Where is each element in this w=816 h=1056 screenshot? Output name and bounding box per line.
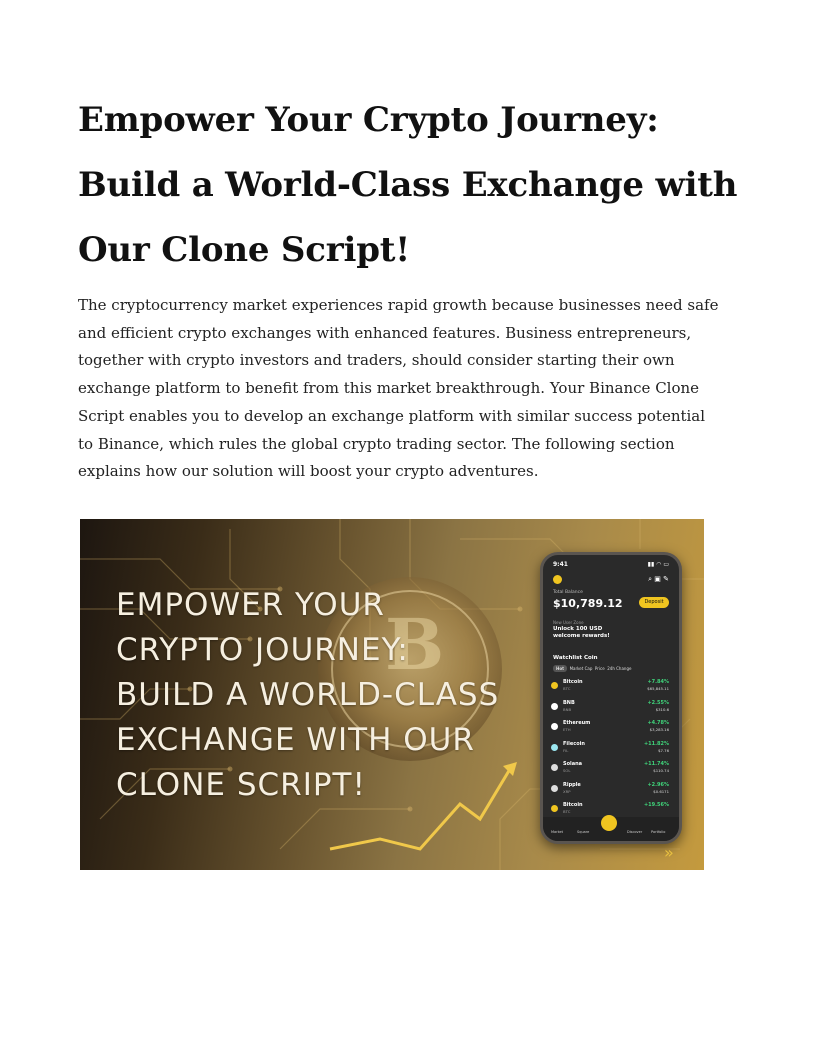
coin-change: +11.82%: [643, 740, 669, 747]
coin-icon: [551, 723, 558, 730]
coin-row: [551, 740, 671, 761]
coin-name: BNB: [563, 699, 575, 706]
coin-icon: [551, 764, 558, 771]
svg-text:B: B: [385, 603, 445, 686]
coin-price: $310.6: [655, 706, 669, 712]
coin-price: $0.6171: [653, 788, 669, 794]
coin-symbol: FIL: [563, 747, 569, 753]
coin-row: [551, 781, 671, 802]
subtab: Market Cap: [569, 666, 593, 671]
nav-market: Market: [551, 830, 564, 834]
banner-headline-line: EMPOWER YOUR: [116, 587, 385, 623]
phone-subtabs: [553, 666, 631, 671]
phone-time: 9:41: [553, 561, 568, 568]
subtab: 24h Change: [607, 666, 632, 671]
coin-icon: [551, 805, 558, 812]
coin-change: +7.84%: [647, 679, 669, 685]
promo-small: New User Zone: [553, 620, 584, 625]
coin-name: Ethereum: [563, 720, 591, 726]
banner-headline-line: EXCHANGE WITH OUR: [116, 722, 475, 758]
coin-icon: [551, 785, 558, 792]
balance-label: Total Balance: [553, 590, 583, 595]
promo-text: Unlock 100 USD welcome rewards!: [553, 626, 610, 639]
coin-name: Solana: [563, 761, 583, 767]
coin-list: [551, 678, 671, 822]
nav-portfolio: Portfolio: [651, 830, 666, 834]
coin-change: +19.56%: [643, 802, 669, 808]
search-scan-icon: ⌕ ▣ ✎: [648, 575, 669, 583]
banner-headline-line: BUILD A WORLD-CLASS: [116, 677, 500, 713]
coin-symbol: BTC: [563, 686, 571, 691]
coin-name: Bitcoin: [563, 802, 583, 808]
chevron-right-icon: »: [664, 843, 674, 862]
coin-symbol: XRP: [563, 788, 571, 794]
coin-change: +11.74%: [643, 761, 669, 767]
promo-banner: [553, 619, 625, 640]
banner-headline-line: CRYPTO JOURNEY:: [116, 632, 409, 668]
coin-symbol: ETH: [563, 727, 571, 732]
coin-icon: [551, 744, 558, 751]
coin-symbol: BTC: [563, 809, 571, 814]
phone-mockup: [540, 552, 682, 844]
coin-price: $65,845.11: [647, 686, 669, 691]
phone-tabs: Watchlist Coin: [553, 655, 598, 661]
coin-name: Filecoin: [563, 740, 585, 747]
nav-square: Square: [577, 830, 590, 834]
balance-value: $10,789.12: [553, 597, 623, 610]
coin-row: [551, 719, 671, 740]
coin-change: +2.96%: [647, 781, 669, 788]
banner-headline-line: CLONE SCRIPT!: [116, 767, 366, 803]
coin-name: Bitcoin: [563, 679, 583, 685]
coin-row: [551, 760, 671, 781]
subtab: Price: [594, 666, 605, 671]
coin-price: $110.74: [653, 768, 669, 773]
coin-icon: [551, 703, 558, 710]
hero-banner-image: [80, 519, 704, 870]
subtab: Hot: [553, 665, 567, 672]
coin-price: $3,283.16: [649, 727, 669, 732]
coin-price: $7.76: [658, 747, 669, 753]
article-title: Empower Your Crypto Journey: Build a World-Class Exchange with Our Clone Script!: [78, 100, 738, 270]
coin-icon: [551, 682, 558, 689]
signal-wifi-battery-icon: ▮▮ ◠ ▭: [647, 561, 669, 568]
trade-center-icon: [601, 815, 617, 831]
coin-symbol: SOL: [563, 768, 571, 773]
exchange-logo-icon: [553, 575, 562, 584]
coin-row: [551, 678, 671, 699]
coin-change: +2.55%: [647, 699, 669, 706]
coin-row: [551, 699, 671, 720]
coin-change: +4.78%: [647, 720, 669, 726]
coin-symbol: BNB: [563, 706, 572, 712]
phone-bottom-nav: [543, 817, 679, 841]
deposit-button: Deposit: [639, 597, 669, 608]
article-intro: The cryptocurrency market experiences rapid growth because businesses need safe and efficient crypto exchanges with enhanced features. Business entrepreneurs, together with crypto investors and traders, should consider starting their own exchange platform to benefit from this market breakthrough. Your Binance Clone Script enables you to develop an exchange platform with similar success potential to Binance, which rules the global crypto trading sector. The following section explains how our solution will boost your crypto adventures.: [78, 296, 719, 481]
banner-headline: [116, 583, 546, 808]
nav-discover: Discover: [627, 830, 643, 834]
coin-name: Ripple: [563, 781, 581, 788]
